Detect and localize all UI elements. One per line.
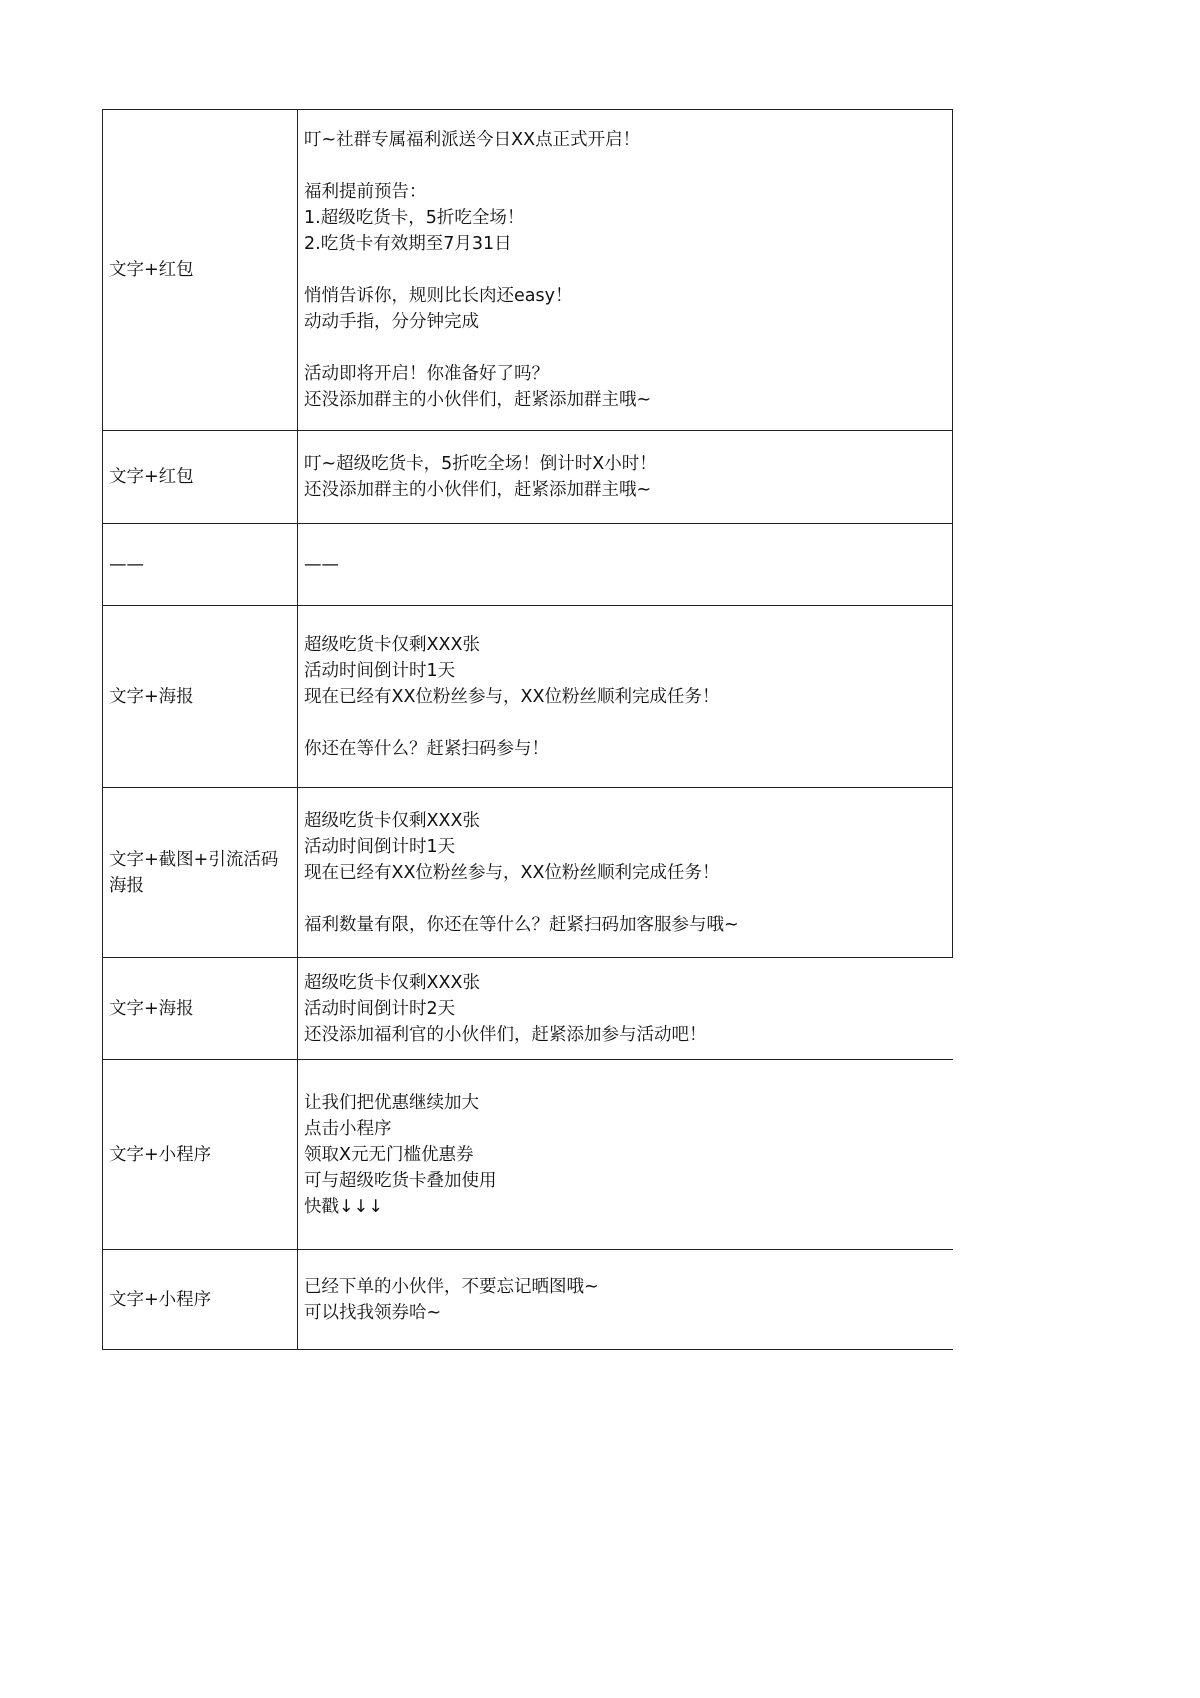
- content-cell: [298, 958, 953, 1060]
- content-line: 活动时间倒计时1天: [304, 660, 456, 681]
- blank-line: [304, 886, 946, 912]
- content-line: 还没添加群主的小伙伴们，赶紧添加群主哦~: [304, 390, 652, 410]
- content-line: 现在已经有XX位粉丝参与，XX位粉丝顺利完成任务！: [304, 862, 720, 883]
- table-row: [103, 1060, 953, 1250]
- blank-line: [304, 153, 946, 179]
- table-row: [103, 1250, 953, 1350]
- content-line: 活动时间倒计时2天: [304, 998, 456, 1019]
- type-cell: 文字+小程序: [103, 1250, 298, 1350]
- table-row: [103, 606, 953, 788]
- content-cell: [298, 524, 953, 606]
- content-line: 叮~超级吃货卡，5折吃全场！倒计时X小时！: [304, 454, 657, 474]
- content-cell: [298, 431, 953, 524]
- type-cell: 文字+小程序: [103, 1060, 298, 1250]
- content-line: 福利提前预告：: [304, 182, 427, 202]
- type-cell: 文字+截图+引流活码海报: [103, 788, 298, 958]
- content-line: 1.超级吃货卡，5折吃全场！: [304, 208, 525, 228]
- blank-line: [304, 710, 946, 736]
- content-line: 还没添加福利官的小伙伴们，赶紧添加参与活动吧！: [304, 1024, 707, 1045]
- content-line: 让我们把优惠继续加大: [304, 1092, 479, 1113]
- table-row: [103, 110, 953, 431]
- type-cell: ——: [103, 524, 298, 606]
- content-line: 领取X元无门槛优惠券: [304, 1144, 474, 1165]
- type-cell: 文字+海报: [103, 606, 298, 788]
- table-row: [103, 788, 953, 958]
- content-line: 可以找我领券哈~: [304, 1302, 442, 1323]
- content-line: 点击小程序: [304, 1118, 392, 1139]
- content-plan-table: [102, 109, 953, 1350]
- content-line: 可与超级吃货卡叠加使用: [304, 1170, 497, 1191]
- content-line: 叮~社群专属福利派送今日XX点正式开启！: [304, 130, 641, 150]
- content-line: 已经下单的小伙伴，不要忘记晒图哦~: [304, 1276, 599, 1297]
- table-row: [103, 431, 953, 524]
- content-line: 2.吃货卡有效期至7月31日: [304, 234, 512, 254]
- type-cell: 文字+红包: [103, 110, 298, 431]
- content-line: 福利数量有限，你还在等什么？赶紧扫码加客服参与哦~: [304, 914, 739, 935]
- content-cell: [298, 1250, 953, 1350]
- content-line: 活动时间倒计时1天: [304, 836, 456, 857]
- blank-line: [304, 335, 946, 361]
- type-cell: 文字+红包: [103, 431, 298, 524]
- content-cell: [298, 788, 953, 958]
- content-cell: [298, 110, 953, 431]
- content-line: 超级吃货卡仅剩XXX张: [304, 634, 480, 655]
- content-line: 现在已经有XX位粉丝参与，XX位粉丝顺利完成任务！: [304, 686, 720, 707]
- content-line: 超级吃货卡仅剩XXX张: [304, 810, 480, 831]
- content-line: 悄悄告诉你，规则比长肉还easy！: [304, 286, 573, 306]
- blank-line: [304, 257, 946, 283]
- content-cell: [298, 1060, 953, 1250]
- content-line: 动动手指，分分钟完成: [304, 312, 479, 332]
- content-cell: [298, 606, 953, 788]
- content-line: 活动即将开启！你准备好了吗？: [304, 364, 549, 384]
- table-row: [103, 958, 953, 1060]
- content-line: ——: [304, 554, 339, 575]
- type-cell: 文字+海报: [103, 958, 298, 1060]
- content-line: 还没添加群主的小伙伴们，赶紧添加群主哦~: [304, 480, 652, 500]
- content-line: 快戳↓↓↓: [304, 1196, 383, 1217]
- table-row: [103, 524, 953, 606]
- content-line: 你还在等什么？赶紧扫码参与！: [304, 738, 549, 759]
- content-line: 超级吃货卡仅剩XXX张: [304, 972, 480, 993]
